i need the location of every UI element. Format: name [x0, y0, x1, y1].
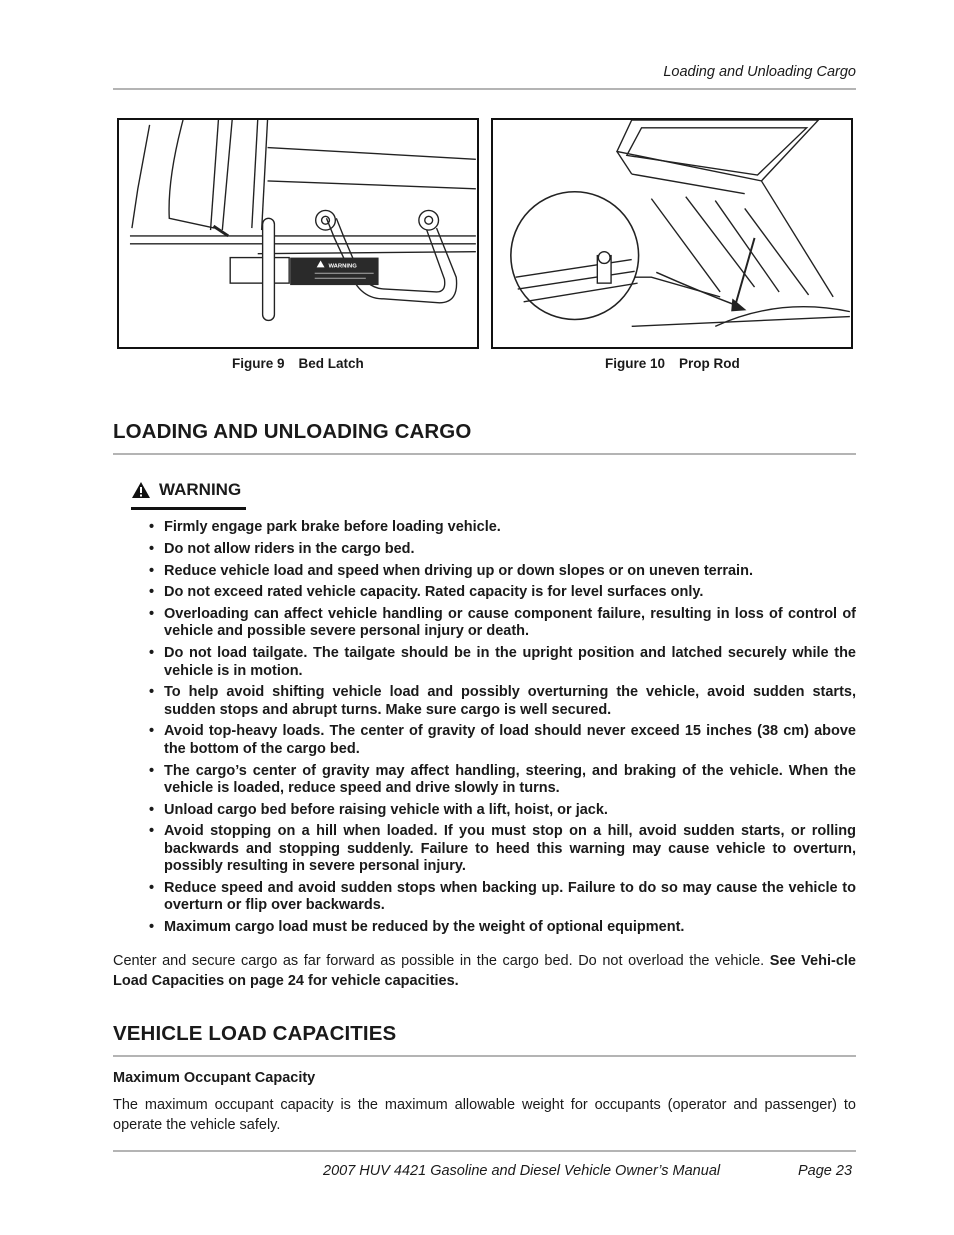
warning-item: • Avoid stopping on a hill when loaded. If you must stop on a hill, avoid sudden starts, or rolling backwards and stopping suddenly. Failure to heed this warning may cause vehicle to overturn, possibly resulting in severe personal injury. [148, 823, 856, 875]
footer-rule [113, 1150, 856, 1152]
prop-rod-illustration [493, 120, 851, 347]
warning-item: • Unload cargo bed before raising vehicle with a lift, hoist, or jack. [148, 802, 856, 819]
warning-item: • Overloading can affect vehicle handling or cause component failure, resulting in loss of control of vehicle and possible severe personal injury or death. [148, 606, 856, 641]
footer-manual-title: 2007 HUV 4421 Gasoline and Diesel Vehicle Owner’s Manual [323, 1163, 721, 1179]
section-heading-loading: LOADING AND UNLOADING CARGO [113, 420, 472, 443]
figure-9-caption [232, 356, 364, 371]
warning-item: • The cargo’s center of gravity may affect handling, steering, and braking of the vehicle. When the vehicle is loaded, reduce speed and drive slowly in turns. [148, 763, 856, 798]
warning-item: • Avoid top-heavy loads. The center of gravity of load should never exceed 15 inches (38 cm) above the bottom of the cargo bed. [148, 723, 856, 758]
warning-item: • Do not exceed rated vehicle capacity. Rated capacity is for level surfaces only. [148, 584, 856, 601]
figure-10-caption [605, 356, 740, 371]
section-rule-capacities [113, 1055, 856, 1057]
warning-item: • Reduce vehicle load and speed when driving up or down slopes or on uneven terrain. [148, 563, 856, 580]
warning-item: • Maximum cargo load must be reduced by the weight of optional equipment. [148, 919, 856, 936]
capacities-body-paragraph: The maximum occupant capacity is the maximum allowable weight for occupants (operator and passenger) to operate the vehicle safely. [113, 1097, 856, 1133]
running-header: Loading and Unloading Cargo [663, 64, 856, 80]
warning-item: • Do not load tailgate. The tailgate should be in the upright position and latched securely while the vehicle is in motion. [148, 645, 856, 680]
figure-10-title: Prop Rod [679, 356, 740, 371]
warning-item: • To help avoid shifting vehicle load and possibly overturning the vehicle, avoid sudden starts, sudden stops and abrupt turns. Make sure cargo is well secured. [148, 684, 856, 719]
warning-underline [131, 507, 246, 510]
loading-body-text: Center and secure cargo as far forward as possible in the cargo bed. Do not overload the vehicle. [113, 953, 770, 969]
warning-item: • Reduce speed and avoid sudden stops when backing up. Failure to do so may cause the vehicle to overturn or flip over backwards. [148, 880, 856, 915]
figure-10-number: Figure 10 [605, 356, 666, 371]
figure-bed-latch [117, 118, 479, 349]
footer-page-number: Page 23 [798, 1163, 853, 1179]
loading-body-paragraph [113, 952, 856, 991]
warning-triangle-icon [131, 481, 151, 499]
section-heading-capacities: VEHICLE LOAD CAPACITIES [113, 1022, 397, 1045]
subheading-occupant-capacity: Maximum Occupant Capacity [113, 1070, 316, 1086]
warning-item: • Do not allow riders in the cargo bed. [148, 541, 856, 558]
warning-list [148, 519, 856, 941]
capacities-cross-reference: See Vehi-cle Load Capacities on page 24 for vehicle capacities. [113, 953, 856, 989]
decal-text: WARNING [328, 263, 357, 270]
warning-item: • Firmly engage park brake before loading vehicle. [148, 519, 856, 536]
figure-9-number: Figure 9 [232, 356, 285, 371]
figure-prop-rod [491, 118, 853, 349]
warning-label: WARNING [159, 480, 242, 499]
warning-heading [131, 480, 241, 500]
figure-9-title: Bed Latch [298, 356, 364, 371]
warning-decal [290, 258, 378, 286]
bed-latch-illustration [119, 120, 477, 347]
section-rule-loading [113, 453, 856, 455]
header-rule [113, 88, 856, 90]
